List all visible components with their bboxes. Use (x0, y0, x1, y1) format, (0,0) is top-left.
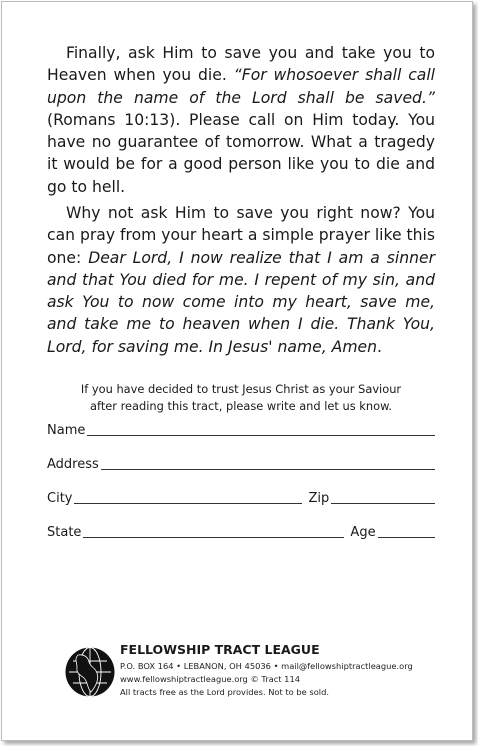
zip-line[interactable] (331, 503, 435, 504)
sinners-prayer: Dear Lord, I now realize that I am a sinner and that You died for me. I repent of my sin, and ask You to now come into my heart, save me, and take me to heaven when I die. Thank You, Lord, for saving me. In Jesus' name, Amen (47, 248, 435, 356)
paragraph-2-end: . (377, 337, 382, 356)
tract-page (1, 1, 473, 741)
address-field[interactable] (47, 453, 435, 473)
publisher-name: FELLOWSHIP TRACT LEAGUE (120, 642, 320, 657)
publisher-address: P.O. BOX 164 • LEBANON, OH 45036 • mail@fellowshiptractleague.org (120, 661, 413, 671)
intro-line-1: If you have decided to trust Jesus Christ as your Saviour (80, 382, 402, 396)
state-age-row (47, 521, 435, 541)
name-line[interactable] (87, 435, 435, 436)
paragraph-2-text: Why not ask Him to save you right now? You can pray from your heart a simple prayer like this one: (47, 204, 435, 267)
paragraph-call-on-him (47, 42, 435, 198)
intro-line-2: after reading this tract, please write and let us know. (90, 399, 392, 413)
city-zip-row (47, 487, 435, 507)
publisher-website: www.fellowshiptractleague.org © Tract 114 (120, 674, 301, 684)
scripture-quote: “For whosoever shall call upon the name of the Lord shall be saved.” (47, 66, 435, 107)
age-label: Age (350, 525, 376, 540)
name-field[interactable] (47, 419, 435, 439)
city-line[interactable] (74, 503, 302, 504)
paragraph-1-text-b: (Romans 10:13). Please call on Him today. You have no guarantee of tomorrow. What a tragedy it would be for a good person like you to die and go to hell. (47, 110, 435, 196)
address-label: Address (47, 457, 99, 472)
city-label: City (47, 491, 73, 506)
paragraph-1-text-a: Finally, ask Him to save you and take you to Heaven when you die. (47, 44, 435, 85)
age-line[interactable] (378, 537, 435, 538)
state-label: State (47, 525, 82, 540)
zip-label: Zip (308, 491, 330, 506)
response-form-intro (47, 381, 435, 415)
state-line[interactable] (83, 537, 344, 538)
address-line[interactable] (101, 469, 435, 470)
paragraph-prayer (47, 202, 435, 358)
globe-logo-icon (64, 646, 116, 698)
name-label: Name (47, 423, 86, 438)
publisher-note: All tracts free as the Lord provides. Not to be sold. (120, 687, 329, 697)
